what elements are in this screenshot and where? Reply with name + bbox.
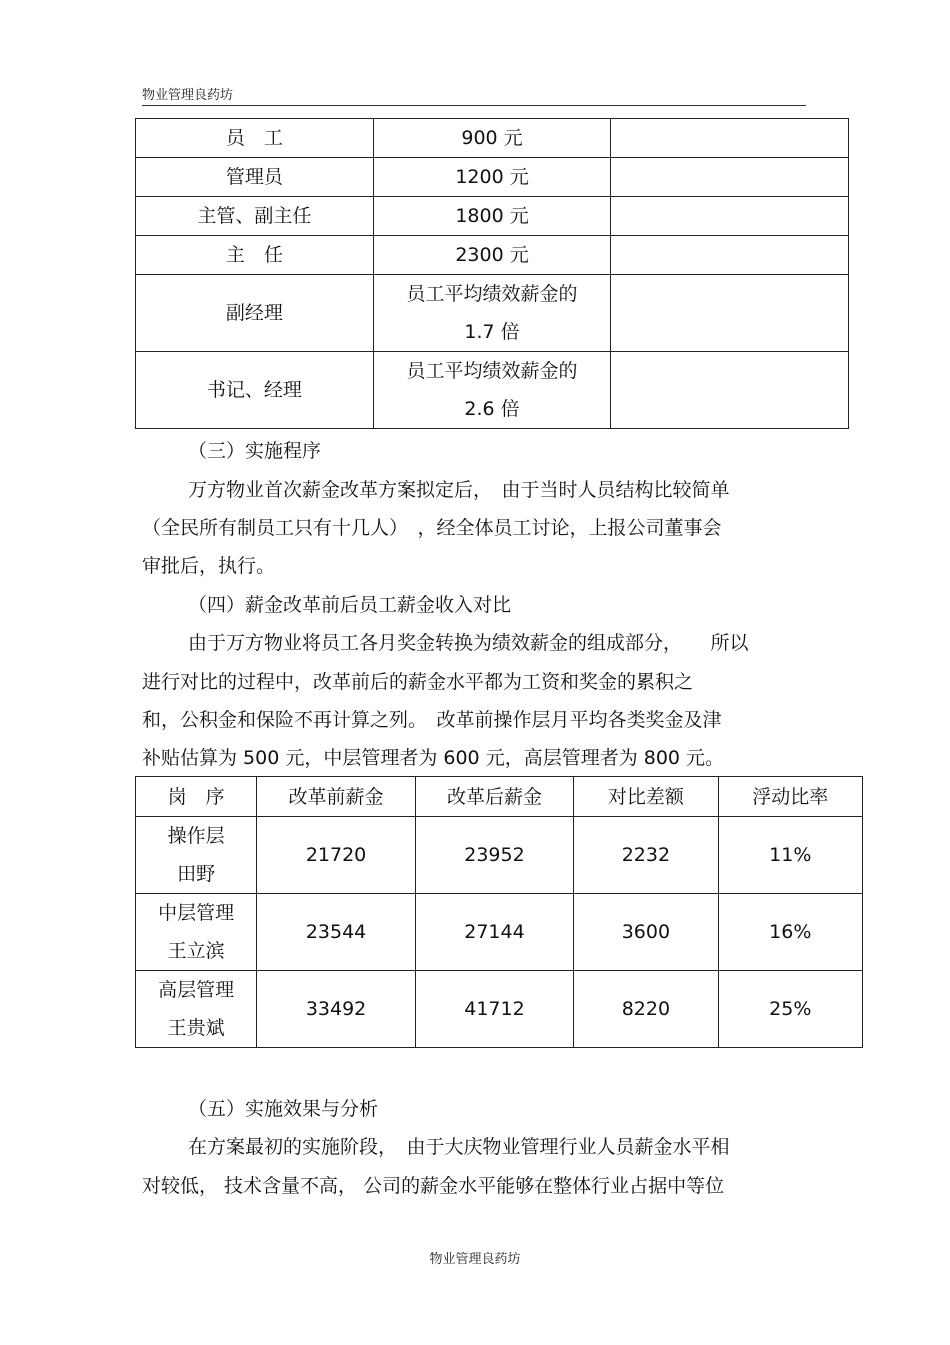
- rate-cell: 25%: [718, 971, 862, 1048]
- after-salary-cell: 27144: [415, 894, 573, 971]
- column-header: 浮动比率: [718, 777, 862, 817]
- post-cell: 主管、副主任: [136, 197, 374, 236]
- paragraph-line: 由于万方物业将员工各月奖金转换为绩效薪金的组成部分， 所以: [188, 632, 749, 654]
- amount-cell: [373, 275, 611, 352]
- section-3-title: （三）实施程序: [188, 440, 322, 462]
- table-row: [136, 236, 849, 275]
- difference-cell: 8220: [574, 971, 718, 1048]
- section-4-title: （四）薪金改革前后员工薪金收入对比: [188, 594, 512, 616]
- column-header: 改革后薪金: [415, 777, 573, 817]
- post-cell: [136, 971, 257, 1048]
- paragraph-line: 进行对比的过程中，改革前后的薪金水平都为工资和奖金的累积之: [142, 671, 694, 693]
- note-cell: [611, 119, 849, 158]
- note-cell: [611, 275, 849, 352]
- post-cell: [136, 894, 257, 971]
- post-level: 高层管理: [158, 979, 235, 1001]
- amount-line-2: 2.6 倍: [464, 398, 520, 420]
- difference-cell: 2232: [574, 817, 718, 894]
- note-cell: [611, 158, 849, 197]
- amount-cell: 1200 元: [373, 158, 611, 197]
- post-person: 王立滨: [167, 940, 225, 962]
- table-header-row: [136, 777, 863, 817]
- post-level: 中层管理: [158, 902, 235, 924]
- after-salary-cell: 23952: [415, 817, 573, 894]
- salary-comparison-table: [135, 776, 863, 1048]
- amount-line-2: 1.7 倍: [464, 321, 520, 343]
- paragraph-line: 在方案最初的实施阶段， 由于大庆物业管理行业人员薪金水平相: [188, 1136, 730, 1158]
- before-salary-cell: 33492: [257, 971, 415, 1048]
- table-row: [136, 817, 863, 894]
- post-cell: 管理员: [136, 158, 374, 197]
- post-person: 田野: [177, 863, 216, 885]
- note-cell: [611, 197, 849, 236]
- note-cell: [611, 352, 849, 429]
- table-row: [136, 894, 863, 971]
- paragraph-line: 和，公积金和保险不再计算之列。 改革前操作层月平均各类奖金及津: [142, 709, 722, 731]
- table-row: [136, 197, 849, 236]
- post-cell: 书记、经理: [136, 352, 374, 429]
- column-header: 对比差额: [574, 777, 718, 817]
- note-cell: [611, 236, 849, 275]
- amount-cell: 1800 元: [373, 197, 611, 236]
- post-cell: 主 任: [136, 236, 374, 275]
- rate-cell: 11%: [718, 817, 862, 894]
- rate-cell: 16%: [718, 894, 862, 971]
- amount-cell: 2300 元: [373, 236, 611, 275]
- amount-cell: 900 元: [373, 119, 611, 158]
- post-cell: 员 工: [136, 119, 374, 158]
- column-header: 改革前薪金: [257, 777, 415, 817]
- amount-line-1: 员工平均绩效薪金的: [406, 360, 578, 382]
- paragraph-line: 补贴估算为 500 元，中层管理者为 600 元，高层管理者为 800 元。: [142, 747, 725, 769]
- column-header: 岗 序: [136, 777, 257, 817]
- post-cell: [136, 817, 257, 894]
- paragraph-line: 审批后，执行。: [142, 555, 276, 577]
- post-person: 王贵斌: [167, 1017, 225, 1039]
- paragraph-line: 万方物业首次薪金改革方案拟定后， 由于当时人员结构比较简单: [188, 479, 730, 501]
- table-row: [136, 971, 863, 1048]
- table-row: [136, 352, 849, 429]
- header-divider: [142, 105, 806, 106]
- page-header: 物业管理良药坊: [142, 88, 234, 103]
- table-row: [136, 119, 849, 158]
- paragraph-line: 对较低， 技术含量不高， 公司的薪金水平能够在整体行业占据中等位: [142, 1175, 725, 1197]
- before-salary-cell: 21720: [257, 817, 415, 894]
- bonus-standard-table: [135, 118, 849, 429]
- amount-cell: [373, 352, 611, 429]
- page-footer: 物业管理良药坊: [429, 1252, 521, 1267]
- amount-line-1: 员工平均绩效薪金的: [406, 283, 578, 305]
- table-row: [136, 158, 849, 197]
- difference-cell: 3600: [574, 894, 718, 971]
- paragraph-line: （全民所有制员工只有十几人） ，经全体员工讨论，上报公司董事会: [142, 517, 722, 539]
- before-salary-cell: 23544: [257, 894, 415, 971]
- table-row: [136, 275, 849, 352]
- post-level: 操作层: [167, 825, 225, 847]
- post-cell: 副经理: [136, 275, 374, 352]
- after-salary-cell: 41712: [415, 971, 573, 1048]
- section-5-title: （五）实施效果与分析: [188, 1098, 379, 1120]
